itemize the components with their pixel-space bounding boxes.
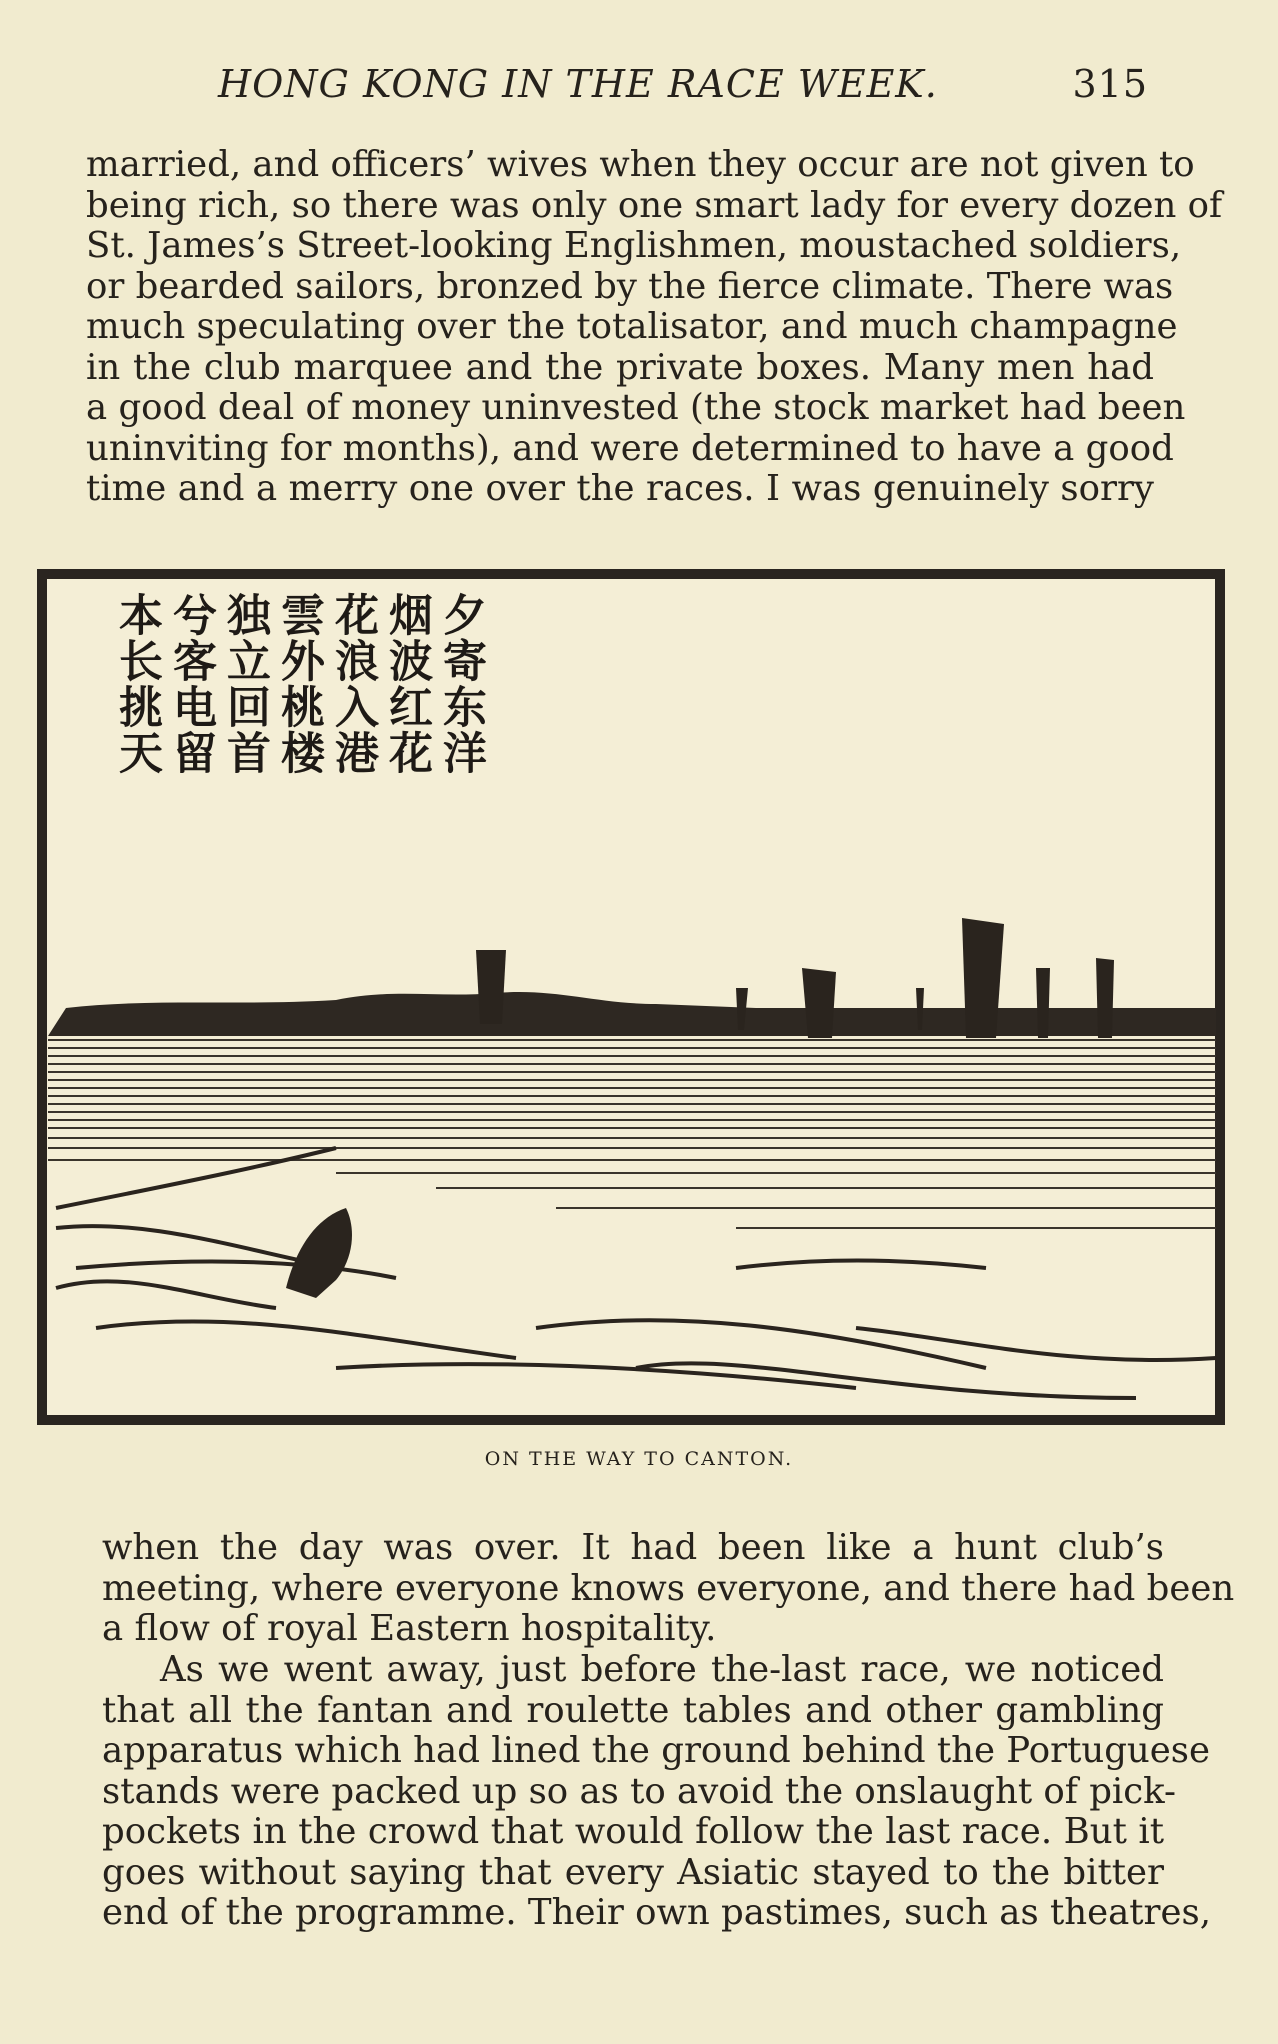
text-line: pockets in the crowd that would follow the last race. But it xyxy=(102,1811,1164,1852)
text-line: married, and officers’ wives when they occur are not given to xyxy=(86,144,1195,185)
text-line: much speculating over the totalisator, and much champagne xyxy=(86,306,1178,347)
text-line: St. James’s Street-looking Englishmen, moustached soldiers, xyxy=(86,225,1182,266)
calligraphy-column: 烟波红花 xyxy=(381,592,432,776)
text-line: in the club marquee and the private boxes. Many men had xyxy=(86,346,1154,388)
text-line: end of the programme. Their own pastimes, such as theatres, xyxy=(102,1892,1212,1933)
calligraphy-column: 兮客电留 xyxy=(165,592,216,776)
calligraphy-column: 雲外桃楼 xyxy=(273,592,324,776)
figure-caption: ON THE WAY TO CANTON. xyxy=(484,1448,794,1470)
text-line: a flow of royal Eastern hospitality. xyxy=(102,1608,717,1649)
text-line: time and a merry one over the races. I was genuinely sorry xyxy=(86,468,1154,509)
text-line: As we went away, just before the-last race, we noticed xyxy=(160,1649,1164,1690)
running-title: HONG KONG IN THE RACE WEEK. xyxy=(218,62,938,106)
calligraphy-column: 本长挑天 xyxy=(111,592,162,776)
text-line: uninviting for months), and were determined to have a good xyxy=(86,427,1174,469)
running-header xyxy=(218,62,1148,106)
text-line: or bearded sailors, bronzed by the fierce climate. There was xyxy=(86,265,1174,307)
text-line: being rich, so there was only one smart lady for every dozen of xyxy=(86,184,1223,226)
calligraphy-column: 夕寄东洋 xyxy=(435,592,486,776)
calligraphy-column: 花浪入港 xyxy=(327,592,378,776)
text-line: a good deal of money uninvested (the stock market had been xyxy=(86,387,1186,428)
paragraph-top xyxy=(86,144,1223,510)
paragraph-bottom xyxy=(102,1527,1235,1650)
text-line: apparatus which had lined the ground behind the Portuguese xyxy=(102,1730,1211,1771)
text-line: goes without saying that every Asiatic stayed to the bitter xyxy=(102,1851,1164,1893)
paragraph-next xyxy=(102,1649,1212,1934)
text-line: meeting, where everyone knows everyone, and there had been xyxy=(102,1567,1235,1609)
calligraphy-column: 独立回首 xyxy=(219,592,270,776)
calligraphy-inscription xyxy=(110,592,486,776)
text-line: when the day was over. It had been like a hunt club’s xyxy=(102,1527,1164,1568)
text-line: that all the fantan and roulette tables and other gambling xyxy=(102,1689,1164,1731)
page-number: 315 xyxy=(1072,62,1148,106)
text-line: stands were packed up so as to avoid the onslaught of pick- xyxy=(102,1770,1177,1812)
